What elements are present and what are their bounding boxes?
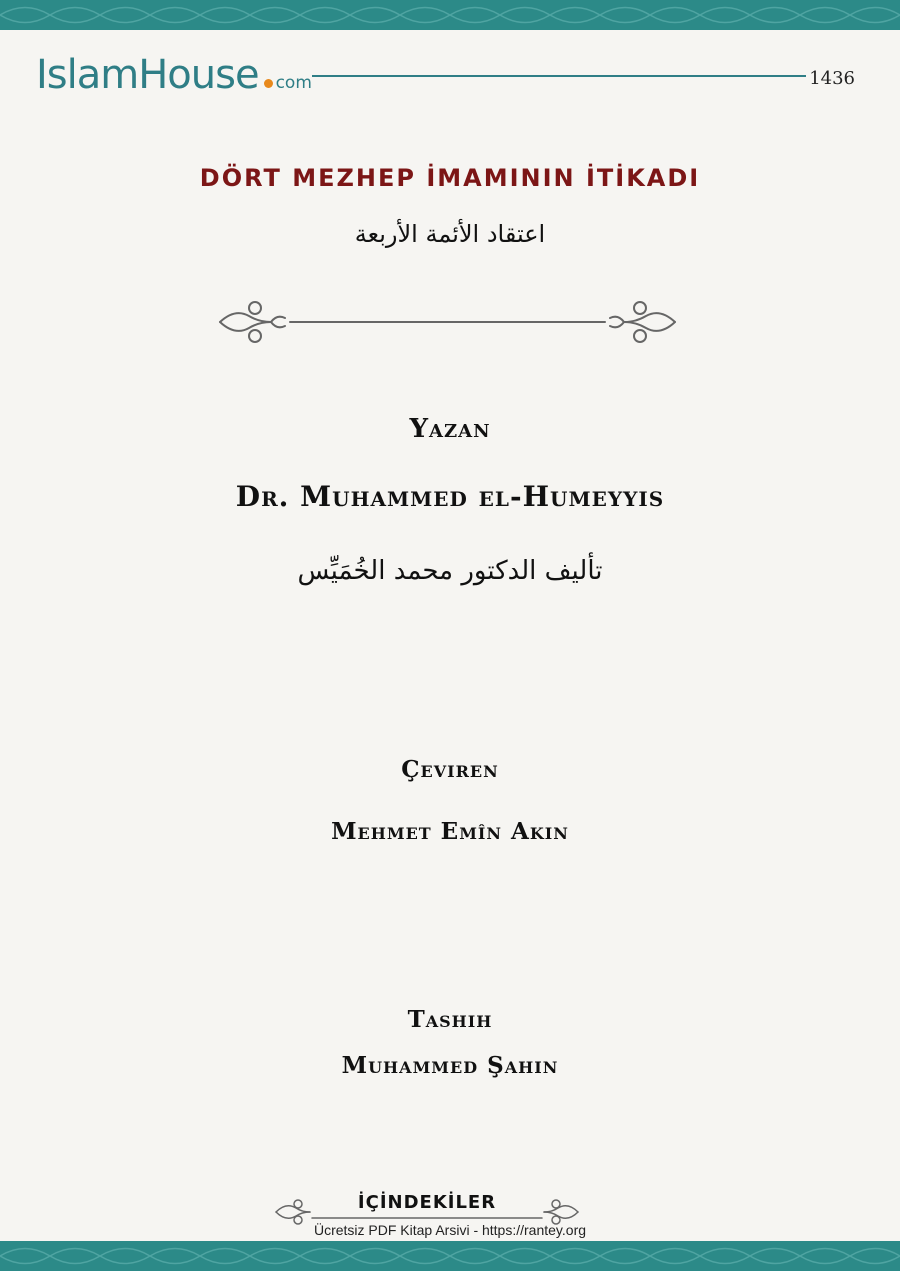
top-decorative-band — [0, 0, 900, 30]
logo-wordmark: IslamHouse — [36, 52, 259, 98]
logo-dot-icon — [264, 79, 273, 88]
publication-year: 1436 — [809, 68, 855, 89]
islamhouse-logo[interactable] — [36, 52, 312, 98]
footer-source: Ücretsiz PDF Kitap Arsivi - https://rantey.org — [313, 1222, 587, 1238]
bottom-decorative-band — [0, 1241, 900, 1271]
editor-label: Tashih — [407, 1006, 493, 1033]
header-rule — [312, 75, 806, 77]
logo-suffix: com — [275, 73, 312, 93]
author-name-arabic: تأليف الدكتور محمد الخُمَيِّس — [297, 556, 603, 586]
book-title-arabic: اعتقاد الأئمة الأربعة — [354, 220, 546, 248]
translator-name: Mehmet Emîn Akın — [331, 818, 569, 845]
author-label: Yazan — [409, 414, 491, 444]
ornamental-divider — [215, 296, 680, 348]
toc-label[interactable]: İÇİNDEKİLER — [357, 1192, 497, 1213]
editor-name: Muhammed Şahin — [341, 1052, 559, 1079]
author-name: Dr. Muhammed el-Humeyyis — [235, 480, 665, 513]
translator-label: Çeviren — [401, 756, 499, 783]
book-title: DÖRT MEZHEP İMAMININ İTİKADI — [199, 164, 701, 192]
